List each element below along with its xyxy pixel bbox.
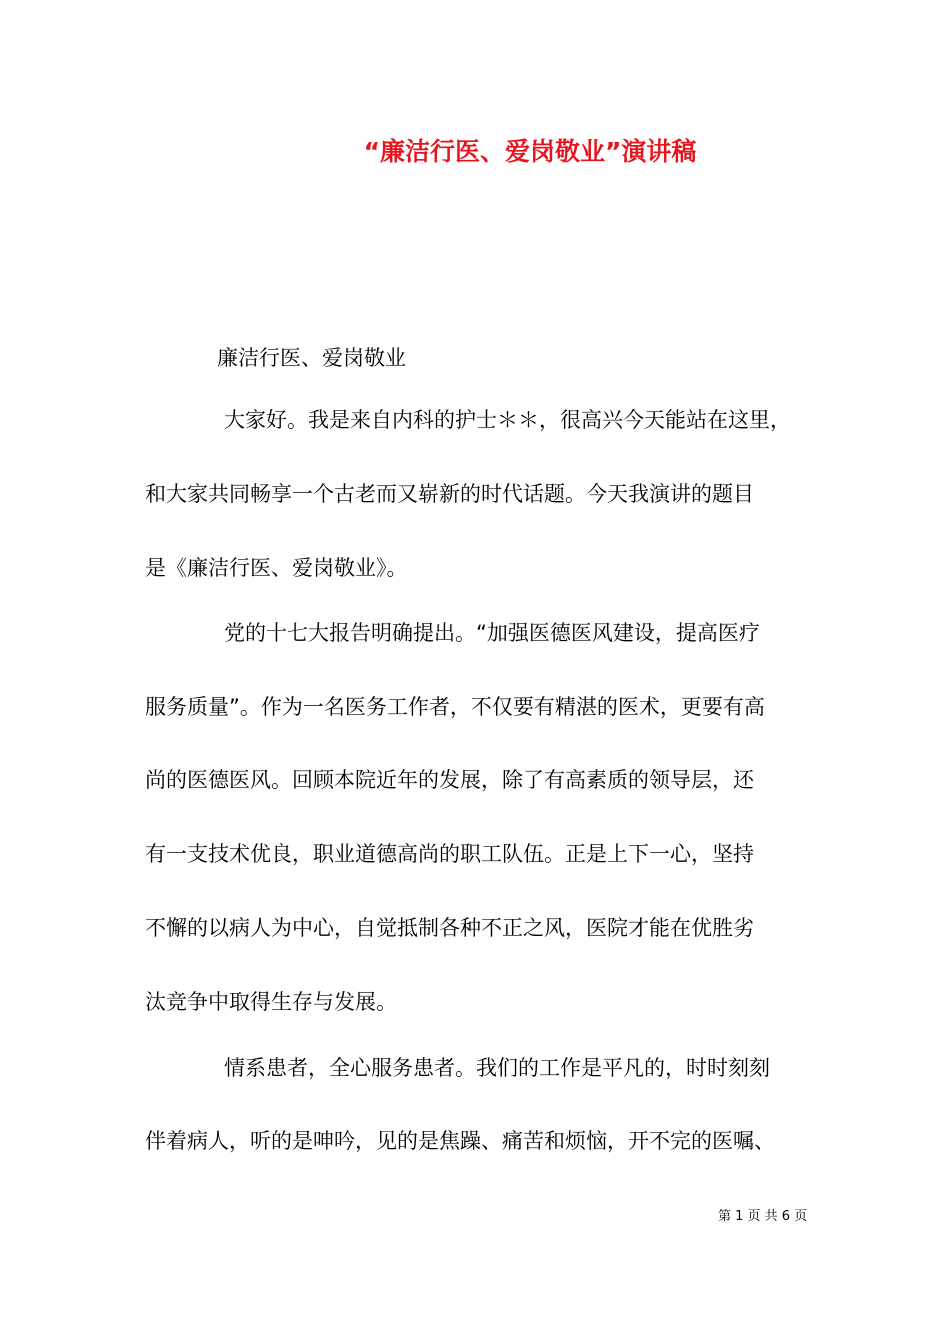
paragraph-line: 有一支技术优良，职业道德高尚的职工队伍。正是上下一心，坚持 [145,842,754,866]
paragraph-line: 党的十七大报告明确提出。“加强医德医风建设，提高医疗 [224,621,760,645]
paragraph-line: 不懈的以病人为中心，自觉抵制各种不正之风，医院才能在优胜劣 [145,916,754,940]
subtitle-line: 廉洁行医、爱岗敬业 [217,346,406,370]
paragraph-line: 大家好。我是来自内科的护士＊＊，很高兴今天能站在这里， [224,408,791,432]
page-number-footer: 第 1 页 共 6 页 [718,1209,808,1224]
paragraph-line: 服务质量”。作为一名医务工作者，不仅要有精湛的医术，更要有高 [145,695,765,719]
paragraph-line: 和大家共同畅享一个古老而又崭新的时代话题。今天我演讲的题目 [145,482,754,506]
paragraph-line: 情系患者，全心服务患者。我们的工作是平凡的，时时刻刻 [224,1056,770,1080]
document-title: “廉洁行医、爱岗敬业”演讲稿 [363,137,697,166]
paragraph-line: 汰竞争中取得生存与发展。 [145,990,397,1014]
paragraph-line: 尚的医德医风。回顾本院近年的发展，除了有高素质的领导层，还 [145,768,754,792]
paragraph-line: 是《廉洁行医、爱岗敬业》。 [145,556,408,580]
paragraph-line: 伴着病人，听的是呻吟，见的是焦躁、痛苦和烦恼，开不完的医嘱、 [145,1129,775,1153]
